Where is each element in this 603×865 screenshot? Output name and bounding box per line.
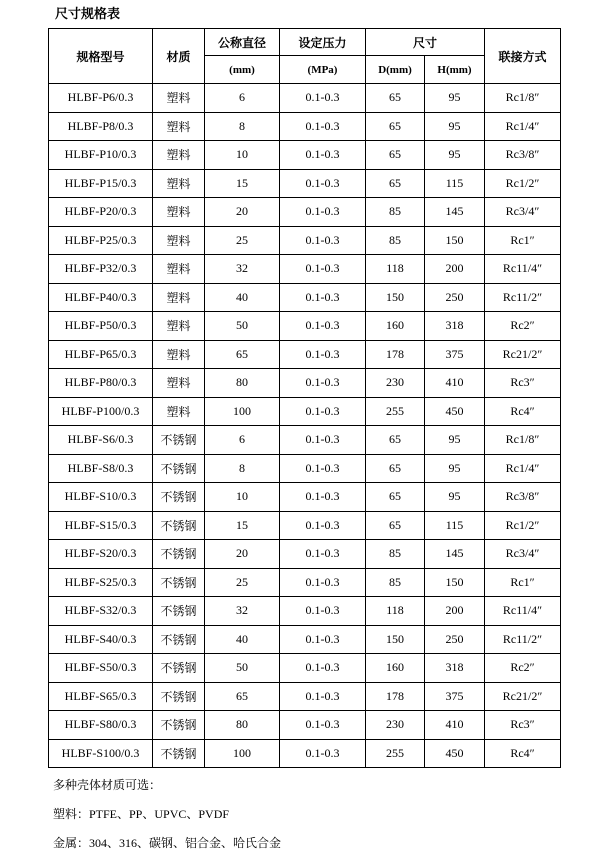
cell-h: 95 (425, 454, 485, 483)
cell-h: 450 (425, 397, 485, 426)
cell-diameter: 50 (205, 312, 280, 341)
notes-title: 多种壳体材质可选： (53, 778, 162, 792)
cell-material: 塑料 (153, 340, 205, 369)
cell-connection: Rc3/4″ (485, 198, 561, 227)
cell-model: HLBF-P80/0.3 (49, 369, 153, 398)
table-row (49, 711, 561, 740)
cell-material: 塑料 (153, 397, 205, 426)
cell-connection: Rc1/8″ (485, 426, 561, 455)
cell-connection: Rc3/8″ (485, 141, 561, 170)
cell-model: HLBF-P6/0.3 (49, 84, 153, 113)
cell-pressure: 0.1-0.3 (280, 454, 366, 483)
header-diameter-unit: (mm) (205, 56, 280, 84)
cell-pressure: 0.1-0.3 (280, 739, 366, 768)
cell-h: 145 (425, 198, 485, 227)
cell-diameter: 40 (205, 283, 280, 312)
table-row (49, 312, 561, 341)
table-row (49, 597, 561, 626)
cell-model: HLBF-P25/0.3 (49, 226, 153, 255)
cell-pressure: 0.1-0.3 (280, 682, 366, 711)
cell-material: 塑料 (153, 369, 205, 398)
cell-connection: Rc3″ (485, 711, 561, 740)
cell-d: 230 (366, 369, 425, 398)
table-row (49, 112, 561, 141)
cell-h: 145 (425, 540, 485, 569)
header-d: D(mm) (366, 56, 425, 84)
cell-diameter: 10 (205, 483, 280, 512)
cell-material: 不锈钢 (153, 654, 205, 683)
cell-diameter: 8 (205, 112, 280, 141)
cell-model: HLBF-S8/0.3 (49, 454, 153, 483)
table-row (49, 625, 561, 654)
cell-model: HLBF-P65/0.3 (49, 340, 153, 369)
cell-d: 65 (366, 426, 425, 455)
cell-diameter: 100 (205, 397, 280, 426)
cell-material: 不锈钢 (153, 682, 205, 711)
cell-h: 200 (425, 597, 485, 626)
cell-pressure: 0.1-0.3 (280, 312, 366, 341)
cell-diameter: 6 (205, 426, 280, 455)
table-row (49, 198, 561, 227)
cell-pressure: 0.1-0.3 (280, 198, 366, 227)
cell-d: 65 (366, 84, 425, 113)
cell-d: 65 (366, 169, 425, 198)
table-row (49, 397, 561, 426)
header-size: 尺寸 (366, 29, 485, 56)
cell-material: 塑料 (153, 226, 205, 255)
cell-diameter: 8 (205, 454, 280, 483)
cell-d: 178 (366, 340, 425, 369)
cell-pressure: 0.1-0.3 (280, 84, 366, 113)
table-row (49, 84, 561, 113)
cell-diameter: 15 (205, 511, 280, 540)
cell-connection: Rc4″ (485, 739, 561, 768)
cell-pressure: 0.1-0.3 (280, 369, 366, 398)
cell-connection: Rc2″ (485, 654, 561, 683)
cell-material: 塑料 (153, 312, 205, 341)
cell-material: 不锈钢 (153, 568, 205, 597)
cell-h: 150 (425, 568, 485, 597)
cell-d: 230 (366, 711, 425, 740)
notes-metal: 金属：304、316、碳钢、铝合金、哈氏合金 (53, 836, 282, 850)
cell-connection: Rc11/4″ (485, 255, 561, 284)
cell-model: HLBF-S25/0.3 (49, 568, 153, 597)
cell-connection: Rc4″ (485, 397, 561, 426)
cell-material: 不锈钢 (153, 426, 205, 455)
cell-pressure: 0.1-0.3 (280, 141, 366, 170)
cell-h: 95 (425, 426, 485, 455)
cell-d: 150 (366, 625, 425, 654)
cell-connection: Rc2″ (485, 312, 561, 341)
cell-pressure: 0.1-0.3 (280, 397, 366, 426)
cell-pressure: 0.1-0.3 (280, 654, 366, 683)
table-row (49, 511, 561, 540)
cell-d: 118 (366, 255, 425, 284)
cell-pressure: 0.1-0.3 (280, 511, 366, 540)
cell-diameter: 32 (205, 255, 280, 284)
cell-h: 250 (425, 283, 485, 312)
cell-h: 95 (425, 112, 485, 141)
cell-h: 318 (425, 312, 485, 341)
cell-d: 85 (366, 198, 425, 227)
cell-connection: Rc1/4″ (485, 112, 561, 141)
cell-d: 65 (366, 511, 425, 540)
page-title: 尺寸规格表 (55, 7, 121, 22)
table-row (49, 739, 561, 768)
cell-model: HLBF-S15/0.3 (49, 511, 153, 540)
cell-diameter: 15 (205, 169, 280, 198)
cell-d: 255 (366, 397, 425, 426)
header-diameter: 公称直径 (205, 29, 280, 56)
cell-material: 塑料 (153, 112, 205, 141)
cell-model: HLBF-S65/0.3 (49, 682, 153, 711)
table-row (49, 682, 561, 711)
table-row (49, 654, 561, 683)
cell-material: 塑料 (153, 255, 205, 284)
cell-pressure: 0.1-0.3 (280, 625, 366, 654)
cell-connection: Rc1″ (485, 568, 561, 597)
cell-model: HLBF-P50/0.3 (49, 312, 153, 341)
cell-material: 不锈钢 (153, 511, 205, 540)
cell-model: HLBF-S20/0.3 (49, 540, 153, 569)
cell-material: 塑料 (153, 141, 205, 170)
cell-d: 65 (366, 483, 425, 512)
cell-model: HLBF-P40/0.3 (49, 283, 153, 312)
cell-diameter: 25 (205, 226, 280, 255)
cell-h: 318 (425, 654, 485, 683)
notes-plastic: 塑料：PTFE、PP、UPVC、PVDF (53, 807, 230, 821)
cell-diameter: 20 (205, 198, 280, 227)
cell-d: 85 (366, 540, 425, 569)
cell-d: 85 (366, 568, 425, 597)
cell-d: 150 (366, 283, 425, 312)
cell-connection: Rc1/8″ (485, 84, 561, 113)
cell-pressure: 0.1-0.3 (280, 597, 366, 626)
cell-pressure: 0.1-0.3 (280, 283, 366, 312)
cell-model: HLBF-P8/0.3 (49, 112, 153, 141)
cell-h: 115 (425, 169, 485, 198)
table-row (49, 369, 561, 398)
cell-diameter: 20 (205, 540, 280, 569)
cell-d: 65 (366, 112, 425, 141)
cell-connection: Rc1/2″ (485, 511, 561, 540)
cell-pressure: 0.1-0.3 (280, 169, 366, 198)
cell-pressure: 0.1-0.3 (280, 540, 366, 569)
table-row (49, 340, 561, 369)
cell-model: HLBF-S32/0.3 (49, 597, 153, 626)
cell-connection: Rc21/2″ (485, 340, 561, 369)
cell-material: 不锈钢 (153, 540, 205, 569)
cell-diameter: 80 (205, 369, 280, 398)
cell-h: 450 (425, 739, 485, 768)
header-pressure: 设定压力 (280, 29, 366, 56)
header-model: 规格型号 (49, 29, 153, 84)
table-row (49, 568, 561, 597)
cell-pressure: 0.1-0.3 (280, 340, 366, 369)
cell-model: HLBF-S100/0.3 (49, 739, 153, 768)
cell-diameter: 40 (205, 625, 280, 654)
cell-diameter: 32 (205, 597, 280, 626)
cell-pressure: 0.1-0.3 (280, 226, 366, 255)
cell-connection: Rc3/4″ (485, 540, 561, 569)
cell-material: 不锈钢 (153, 483, 205, 512)
cell-h: 150 (425, 226, 485, 255)
cell-model: HLBF-S40/0.3 (49, 625, 153, 654)
cell-d: 65 (366, 454, 425, 483)
cell-diameter: 50 (205, 654, 280, 683)
table-row (49, 226, 561, 255)
cell-material: 不锈钢 (153, 711, 205, 740)
cell-model: HLBF-S10/0.3 (49, 483, 153, 512)
cell-d: 65 (366, 141, 425, 170)
spec-table (48, 28, 561, 768)
cell-connection: Rc1/4″ (485, 454, 561, 483)
cell-model: HLBF-P100/0.3 (49, 397, 153, 426)
cell-material: 塑料 (153, 283, 205, 312)
cell-connection: Rc1″ (485, 226, 561, 255)
header-material: 材质 (153, 29, 205, 84)
cell-diameter: 65 (205, 340, 280, 369)
table-body (49, 84, 561, 768)
cell-pressure: 0.1-0.3 (280, 483, 366, 512)
cell-diameter: 25 (205, 568, 280, 597)
cell-d: 160 (366, 654, 425, 683)
cell-material: 不锈钢 (153, 739, 205, 768)
cell-h: 375 (425, 340, 485, 369)
cell-diameter: 65 (205, 682, 280, 711)
cell-material: 不锈钢 (153, 625, 205, 654)
cell-material: 塑料 (153, 84, 205, 113)
cell-connection: Rc21/2″ (485, 682, 561, 711)
cell-model: HLBF-S6/0.3 (49, 426, 153, 455)
table-row (49, 255, 561, 284)
cell-pressure: 0.1-0.3 (280, 426, 366, 455)
cell-h: 375 (425, 682, 485, 711)
header-pressure-unit: (MPa) (280, 56, 366, 84)
cell-d: 255 (366, 739, 425, 768)
table-row (49, 426, 561, 455)
cell-d: 118 (366, 597, 425, 626)
table-row (49, 283, 561, 312)
cell-connection: Rc3″ (485, 369, 561, 398)
cell-h: 410 (425, 369, 485, 398)
header-h: H(mm) (425, 56, 485, 84)
cell-material: 不锈钢 (153, 597, 205, 626)
table-header (49, 29, 561, 84)
cell-h: 115 (425, 511, 485, 540)
cell-model: HLBF-P15/0.3 (49, 169, 153, 198)
cell-pressure: 0.1-0.3 (280, 568, 366, 597)
cell-pressure: 0.1-0.3 (280, 112, 366, 141)
cell-model: HLBF-S80/0.3 (49, 711, 153, 740)
cell-h: 250 (425, 625, 485, 654)
cell-connection: Rc11/2″ (485, 625, 561, 654)
cell-h: 200 (425, 255, 485, 284)
cell-pressure: 0.1-0.3 (280, 711, 366, 740)
cell-pressure: 0.1-0.3 (280, 255, 366, 284)
cell-d: 85 (366, 226, 425, 255)
cell-diameter: 6 (205, 84, 280, 113)
cell-d: 160 (366, 312, 425, 341)
cell-diameter: 100 (205, 739, 280, 768)
table-row (49, 540, 561, 569)
cell-model: HLBF-P32/0.3 (49, 255, 153, 284)
cell-h: 95 (425, 141, 485, 170)
cell-material: 塑料 (153, 198, 205, 227)
cell-material: 不锈钢 (153, 454, 205, 483)
table-row (49, 483, 561, 512)
cell-material: 塑料 (153, 169, 205, 198)
cell-h: 95 (425, 483, 485, 512)
header-connection: 联接方式 (485, 29, 561, 84)
cell-model: HLBF-P10/0.3 (49, 141, 153, 170)
cell-h: 410 (425, 711, 485, 740)
table-row (49, 169, 561, 198)
cell-connection: Rc11/4″ (485, 597, 561, 626)
cell-h: 95 (425, 84, 485, 113)
cell-diameter: 10 (205, 141, 280, 170)
table-row (49, 141, 561, 170)
cell-connection: Rc3/8″ (485, 483, 561, 512)
cell-connection: Rc11/2″ (485, 283, 561, 312)
table-row (49, 454, 561, 483)
cell-model: HLBF-P20/0.3 (49, 198, 153, 227)
cell-model: HLBF-S50/0.3 (49, 654, 153, 683)
cell-d: 178 (366, 682, 425, 711)
cell-connection: Rc1/2″ (485, 169, 561, 198)
cell-diameter: 80 (205, 711, 280, 740)
